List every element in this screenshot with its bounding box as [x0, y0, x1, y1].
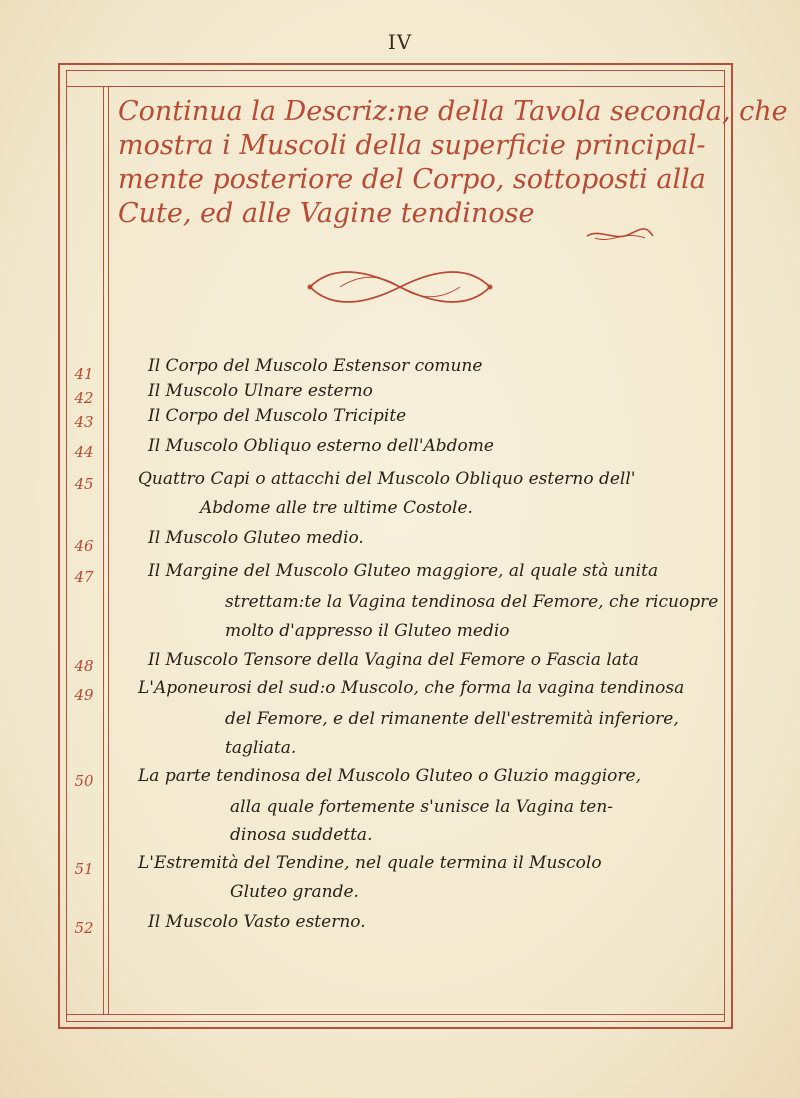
- entry-text: Il Muscolo Vasto esterno.: [148, 912, 366, 932]
- entry-number: 46: [74, 537, 94, 555]
- entry-text-continued: del Femore, e del rimanente dell'estremità inferiore,: [225, 709, 679, 729]
- entry-text: Il Muscolo Gluteo medio.: [148, 528, 364, 548]
- entry-text-continued: Gluteo grande.: [230, 882, 359, 902]
- title-line-1: Continua la Descriz:ne della Tavola seconda, che: [118, 96, 788, 127]
- entry-text: Il Muscolo Tensore della Vagina del Femore o Fascia lata: [148, 650, 639, 670]
- page-number: IV: [387, 30, 413, 54]
- entry-number: 41: [74, 365, 94, 383]
- entry-text: Il Corpo del Muscolo Estensor comune: [148, 356, 483, 376]
- entry-number: 42: [74, 389, 94, 407]
- entry-number: 45: [74, 475, 94, 493]
- entry-number: 50: [74, 772, 94, 790]
- entry-number: 43: [74, 413, 94, 431]
- entry-text: La parte tendinosa del Muscolo Gluteo o Gluzio maggiore,: [138, 766, 641, 786]
- entry-text: Il Muscolo Ulnare esterno: [148, 381, 373, 401]
- entry-text-continued: dinosa suddetta.: [230, 825, 373, 845]
- entry-number: 52: [74, 919, 94, 937]
- entry-text: Il Corpo del Muscolo Tricipite: [148, 406, 407, 426]
- entry-text: Quattro Capi o attacchi del Muscolo Obliquo esterno dell': [138, 469, 636, 489]
- entry-text-continued: Abdome alle tre ultime Costole.: [200, 498, 473, 518]
- entry-text-continued: strettam:te la Vagina tendinosa del Femore, che ricuopre: [225, 592, 719, 612]
- title-line-4: Cute, ed alle Vagine tendinose: [118, 198, 535, 229]
- entry-text: Il Muscolo Obliquo esterno dell'Abdome: [148, 436, 494, 456]
- entry-number: 48: [74, 657, 94, 675]
- entry-number: 49: [74, 686, 94, 704]
- entry-text-continued: tagliata.: [225, 738, 297, 758]
- entry-text: L'Estremità del Tendine, nel quale termina il Muscolo: [138, 853, 602, 873]
- entry-text-continued: alla quale fortemente s'unisce la Vagina ten-: [230, 797, 614, 817]
- entry-number: 51: [74, 860, 94, 878]
- title-line-3: mente posteriore del Corpo, sottoposti alla: [118, 164, 706, 195]
- title-line-2: mostra i Muscoli della superficie principal-: [118, 130, 706, 161]
- entry-number: 47: [74, 568, 94, 586]
- entry-number: 44: [74, 443, 94, 461]
- entry-text: L'Aponeurosi del sud:o Muscolo, che forma la vagina tendinosa: [138, 678, 685, 698]
- entry-text-continued: molto d'appresso il Gluteo medio: [225, 621, 510, 641]
- entry-text: Il Margine del Muscolo Gluteo maggiore, al quale stà unita: [148, 561, 659, 581]
